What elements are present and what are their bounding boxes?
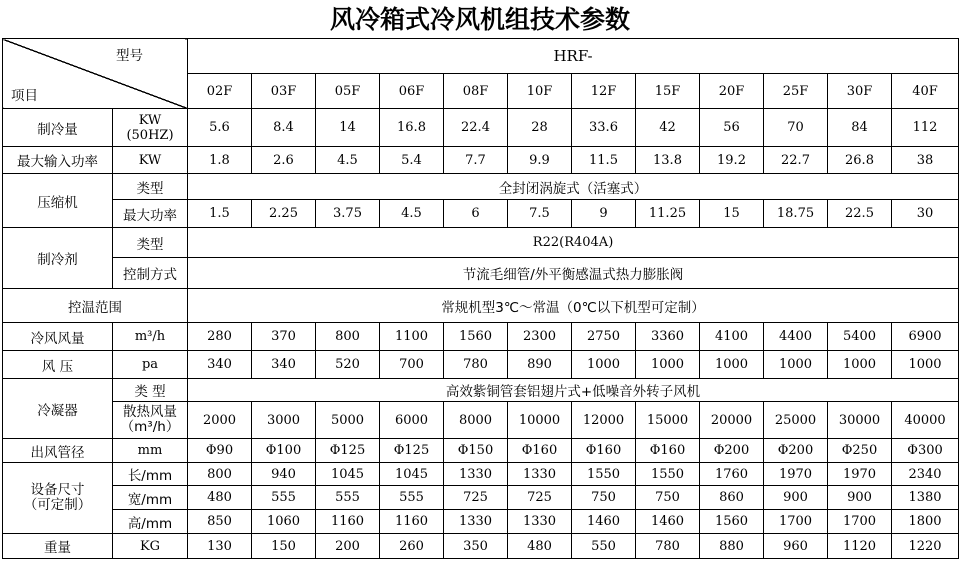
value-cell: 750: [572, 486, 636, 510]
value-cell: 9: [572, 200, 636, 228]
row-label: 制冷剂: [3, 228, 113, 289]
row-outlet: [3, 439, 959, 463]
value-cell: 30: [892, 200, 959, 228]
value-cell: 1000: [892, 351, 959, 379]
value-cell: 1330: [444, 510, 508, 534]
model-header-cell: 08F: [444, 74, 508, 109]
value-cell: Φ160: [636, 439, 700, 463]
value-cell: Φ200: [764, 439, 828, 463]
value-cell: 26.8: [828, 147, 892, 174]
value-cell: 725: [508, 486, 572, 510]
row-label: 控温范围: [3, 289, 188, 323]
item-label: 项目: [11, 88, 38, 104]
value-cell: 1000: [572, 351, 636, 379]
value-cell: 340: [188, 351, 252, 379]
value-cell: 25000: [764, 402, 828, 439]
value-cell: 480: [508, 534, 572, 559]
model-header-cell: 03F: [252, 74, 316, 109]
row-max-input: [3, 147, 959, 174]
value-cell: 520: [316, 351, 380, 379]
model-header-cell: 06F: [380, 74, 444, 109]
value-cell: 56: [700, 109, 764, 147]
sub-label: 控制方式: [113, 258, 188, 289]
value-cell: 1700: [764, 510, 828, 534]
row-label: 制冷量: [3, 109, 113, 147]
page-title: 风冷箱式冷风机组技术参数: [329, 5, 630, 34]
value-cell: 4.5: [316, 147, 380, 174]
value-cell: 860: [700, 486, 764, 510]
value-cell: 750: [636, 486, 700, 510]
model-header-cell: 25F: [764, 74, 828, 109]
value-cell: 2340: [892, 463, 959, 486]
unit-cell: KG: [113, 534, 188, 559]
row-size-width: [3, 486, 959, 510]
value-cell: 22.5: [828, 200, 892, 228]
value-cell: 280: [188, 323, 252, 351]
value-cell: 1700: [828, 510, 892, 534]
value-cell: 1330: [444, 463, 508, 486]
value-cell: 5000: [316, 402, 380, 439]
model-header-cell: 02F: [188, 74, 252, 109]
sub-label: 散热风量 （m³/h）: [113, 402, 188, 439]
row-label: 重量: [3, 534, 113, 559]
value-cell: 11.5: [572, 147, 636, 174]
value-cell: 7.5: [508, 200, 572, 228]
row-condenser-type: [3, 379, 959, 402]
value-cell: 1045: [380, 463, 444, 486]
row-compressor-power: [3, 200, 959, 228]
value-cell: 9.9: [508, 147, 572, 174]
row-refrigerant-type: [3, 228, 959, 258]
unit-cell: KW (50HZ): [113, 109, 188, 147]
value-cell: 1380: [892, 486, 959, 510]
value-cell: Φ125: [380, 439, 444, 463]
value-cell: Φ160: [508, 439, 572, 463]
value-cell: 1760: [700, 463, 764, 486]
diagonal-header-cell: [3, 39, 188, 109]
value-cell: 22.7: [764, 147, 828, 174]
value-cell: 1045: [316, 463, 380, 486]
value-cell: 19.2: [700, 147, 764, 174]
row-condenser-heat: [3, 402, 959, 439]
value-cell: 940: [252, 463, 316, 486]
model-label: 型号: [116, 48, 143, 64]
row-temp-range: [3, 289, 959, 323]
row-label: 出风管径: [3, 439, 113, 463]
model-header-cell: 05F: [316, 74, 380, 109]
value-cell: 1970: [764, 463, 828, 486]
sub-label: 类型: [113, 174, 188, 200]
value-cell: 30000: [828, 402, 892, 439]
value-cell: 1000: [700, 351, 764, 379]
value-cell: 1.5: [188, 200, 252, 228]
row-label: 最大输入功率: [3, 147, 113, 174]
value-cell: 16.8: [380, 109, 444, 147]
value-cell: 2.6: [252, 147, 316, 174]
value-cell: 850: [188, 510, 252, 534]
value-cell: 370: [252, 323, 316, 351]
unit-cell: mm: [113, 439, 188, 463]
row-label: 压缩机: [3, 174, 113, 228]
sub-label: 最大功率: [113, 200, 188, 228]
value-cell: 960: [764, 534, 828, 559]
value-cell: 1000: [636, 351, 700, 379]
value-cell: 18.75: [764, 200, 828, 228]
sub-label: 高/mm: [113, 510, 188, 534]
value-cell: 2000: [188, 402, 252, 439]
row-size-height: [3, 510, 959, 534]
value-cell: 480: [188, 486, 252, 510]
value-cell: 1100: [380, 323, 444, 351]
header-row-series: [3, 39, 959, 74]
value-cell: Φ160: [572, 439, 636, 463]
row-refrigerant-control: [3, 258, 959, 289]
model-header-cell: 40F: [892, 74, 959, 109]
value-cell: 200: [316, 534, 380, 559]
value-cell: 130: [188, 534, 252, 559]
value-cell: Φ100: [252, 439, 316, 463]
sub-label: 类 型: [113, 379, 188, 402]
value-cell: 1160: [316, 510, 380, 534]
value-cell: 350: [444, 534, 508, 559]
value-cell: 700: [380, 351, 444, 379]
value-cell: 15: [700, 200, 764, 228]
value-cell: 900: [764, 486, 828, 510]
value-cell: 4100: [700, 323, 764, 351]
value-cell: 20000: [700, 402, 764, 439]
row-label: 设备尺寸 （可定制）: [3, 463, 113, 534]
value-cell: 2.25: [252, 200, 316, 228]
model-header-cell: 20F: [700, 74, 764, 109]
value-cell: 13.8: [636, 147, 700, 174]
value-cell: 5.4: [380, 147, 444, 174]
value-cell: 112: [892, 109, 959, 147]
value-cell: 890: [508, 351, 572, 379]
sub-label: 宽/mm: [113, 486, 188, 510]
value-cell: 4400: [764, 323, 828, 351]
value-cell: 1560: [700, 510, 764, 534]
value-cell: 6000: [380, 402, 444, 439]
value-cell: 4.5: [380, 200, 444, 228]
row-compressor-type: [3, 174, 959, 200]
value-cell: 2300: [508, 323, 572, 351]
value-cell: 11.25: [636, 200, 700, 228]
spec-table: [2, 38, 959, 559]
value-cell: 555: [252, 486, 316, 510]
value-cell: 1800: [892, 510, 959, 534]
value-cell: 8.4: [252, 109, 316, 147]
unit-cell: pa: [113, 351, 188, 379]
value-cell: 1550: [636, 463, 700, 486]
value-cell: 1970: [828, 463, 892, 486]
value-cell: Φ125: [316, 439, 380, 463]
merged-value-cell: 全封闭涡旋式（活塞式）: [188, 174, 959, 200]
value-cell: 1220: [892, 534, 959, 559]
value-cell: 1060: [252, 510, 316, 534]
model-header-cell: 15F: [636, 74, 700, 109]
value-cell: 1460: [636, 510, 700, 534]
value-cell: Φ90: [188, 439, 252, 463]
value-cell: Φ300: [892, 439, 959, 463]
value-cell: 725: [444, 486, 508, 510]
value-cell: 22.4: [444, 109, 508, 147]
value-cell: 38: [892, 147, 959, 174]
value-cell: 1000: [764, 351, 828, 379]
value-cell: 800: [188, 463, 252, 486]
value-cell: 1550: [572, 463, 636, 486]
row-label: 冷凝器: [3, 379, 113, 439]
value-cell: 40000: [892, 402, 959, 439]
series-label: HRF-: [188, 39, 959, 74]
row-air-pressure: [3, 351, 959, 379]
value-cell: 6900: [892, 323, 959, 351]
value-cell: 15000: [636, 402, 700, 439]
value-cell: 1160: [380, 510, 444, 534]
value-cell: Φ200: [700, 439, 764, 463]
value-cell: 1560: [444, 323, 508, 351]
value-cell: 555: [316, 486, 380, 510]
row-air-volume: [3, 323, 959, 351]
unit-cell: m³/h: [113, 323, 188, 351]
value-cell: 555: [380, 486, 444, 510]
value-cell: 340: [252, 351, 316, 379]
value-cell: 14: [316, 109, 380, 147]
value-cell: Φ150: [444, 439, 508, 463]
value-cell: 900: [828, 486, 892, 510]
value-cell: 7.7: [444, 147, 508, 174]
model-header-cell: 12F: [572, 74, 636, 109]
merged-value-cell: 常规机型3℃～常温（0℃以下机型可定制）: [188, 289, 959, 323]
value-cell: 33.6: [572, 109, 636, 147]
model-header-cell: 30F: [828, 74, 892, 109]
value-cell: 880: [700, 534, 764, 559]
value-cell: 84: [828, 109, 892, 147]
value-cell: 1.8: [188, 147, 252, 174]
value-cell: 5400: [828, 323, 892, 351]
value-cell: Φ250: [828, 439, 892, 463]
value-cell: 6: [444, 200, 508, 228]
sub-label: 长/mm: [113, 463, 188, 486]
value-cell: 1120: [828, 534, 892, 559]
value-cell: 3360: [636, 323, 700, 351]
value-cell: 2750: [572, 323, 636, 351]
merged-value-cell: 高效紫铜管套铝翅片式+低噪音外转子风机: [188, 379, 959, 402]
value-cell: 10000: [508, 402, 572, 439]
value-cell: 780: [444, 351, 508, 379]
value-cell: 5.6: [188, 109, 252, 147]
value-cell: 28: [508, 109, 572, 147]
merged-value-cell: R22(R404A): [188, 228, 959, 258]
unit-cell: KW: [113, 147, 188, 174]
row-size-length: [3, 463, 959, 486]
value-cell: 12000: [572, 402, 636, 439]
row-weight: [3, 534, 959, 559]
value-cell: 260: [380, 534, 444, 559]
value-cell: 1460: [572, 510, 636, 534]
value-cell: 780: [636, 534, 700, 559]
model-header-cell: 10F: [508, 74, 572, 109]
value-cell: 3000: [252, 402, 316, 439]
value-cell: 1330: [508, 463, 572, 486]
sub-label: 类型: [113, 228, 188, 258]
value-cell: 150: [252, 534, 316, 559]
value-cell: 550: [572, 534, 636, 559]
row-cooling: [3, 109, 959, 147]
value-cell: 8000: [444, 402, 508, 439]
value-cell: 70: [764, 109, 828, 147]
value-cell: 3.75: [316, 200, 380, 228]
row-label: 风 压: [3, 351, 113, 379]
value-cell: 42: [636, 109, 700, 147]
value-cell: 1330: [508, 510, 572, 534]
value-cell: 1000: [828, 351, 892, 379]
row-label: 冷风风量: [3, 323, 113, 351]
merged-value-cell: 节流毛细管/外平衡感温式热力膨胀阀: [188, 258, 959, 289]
value-cell: 800: [316, 323, 380, 351]
